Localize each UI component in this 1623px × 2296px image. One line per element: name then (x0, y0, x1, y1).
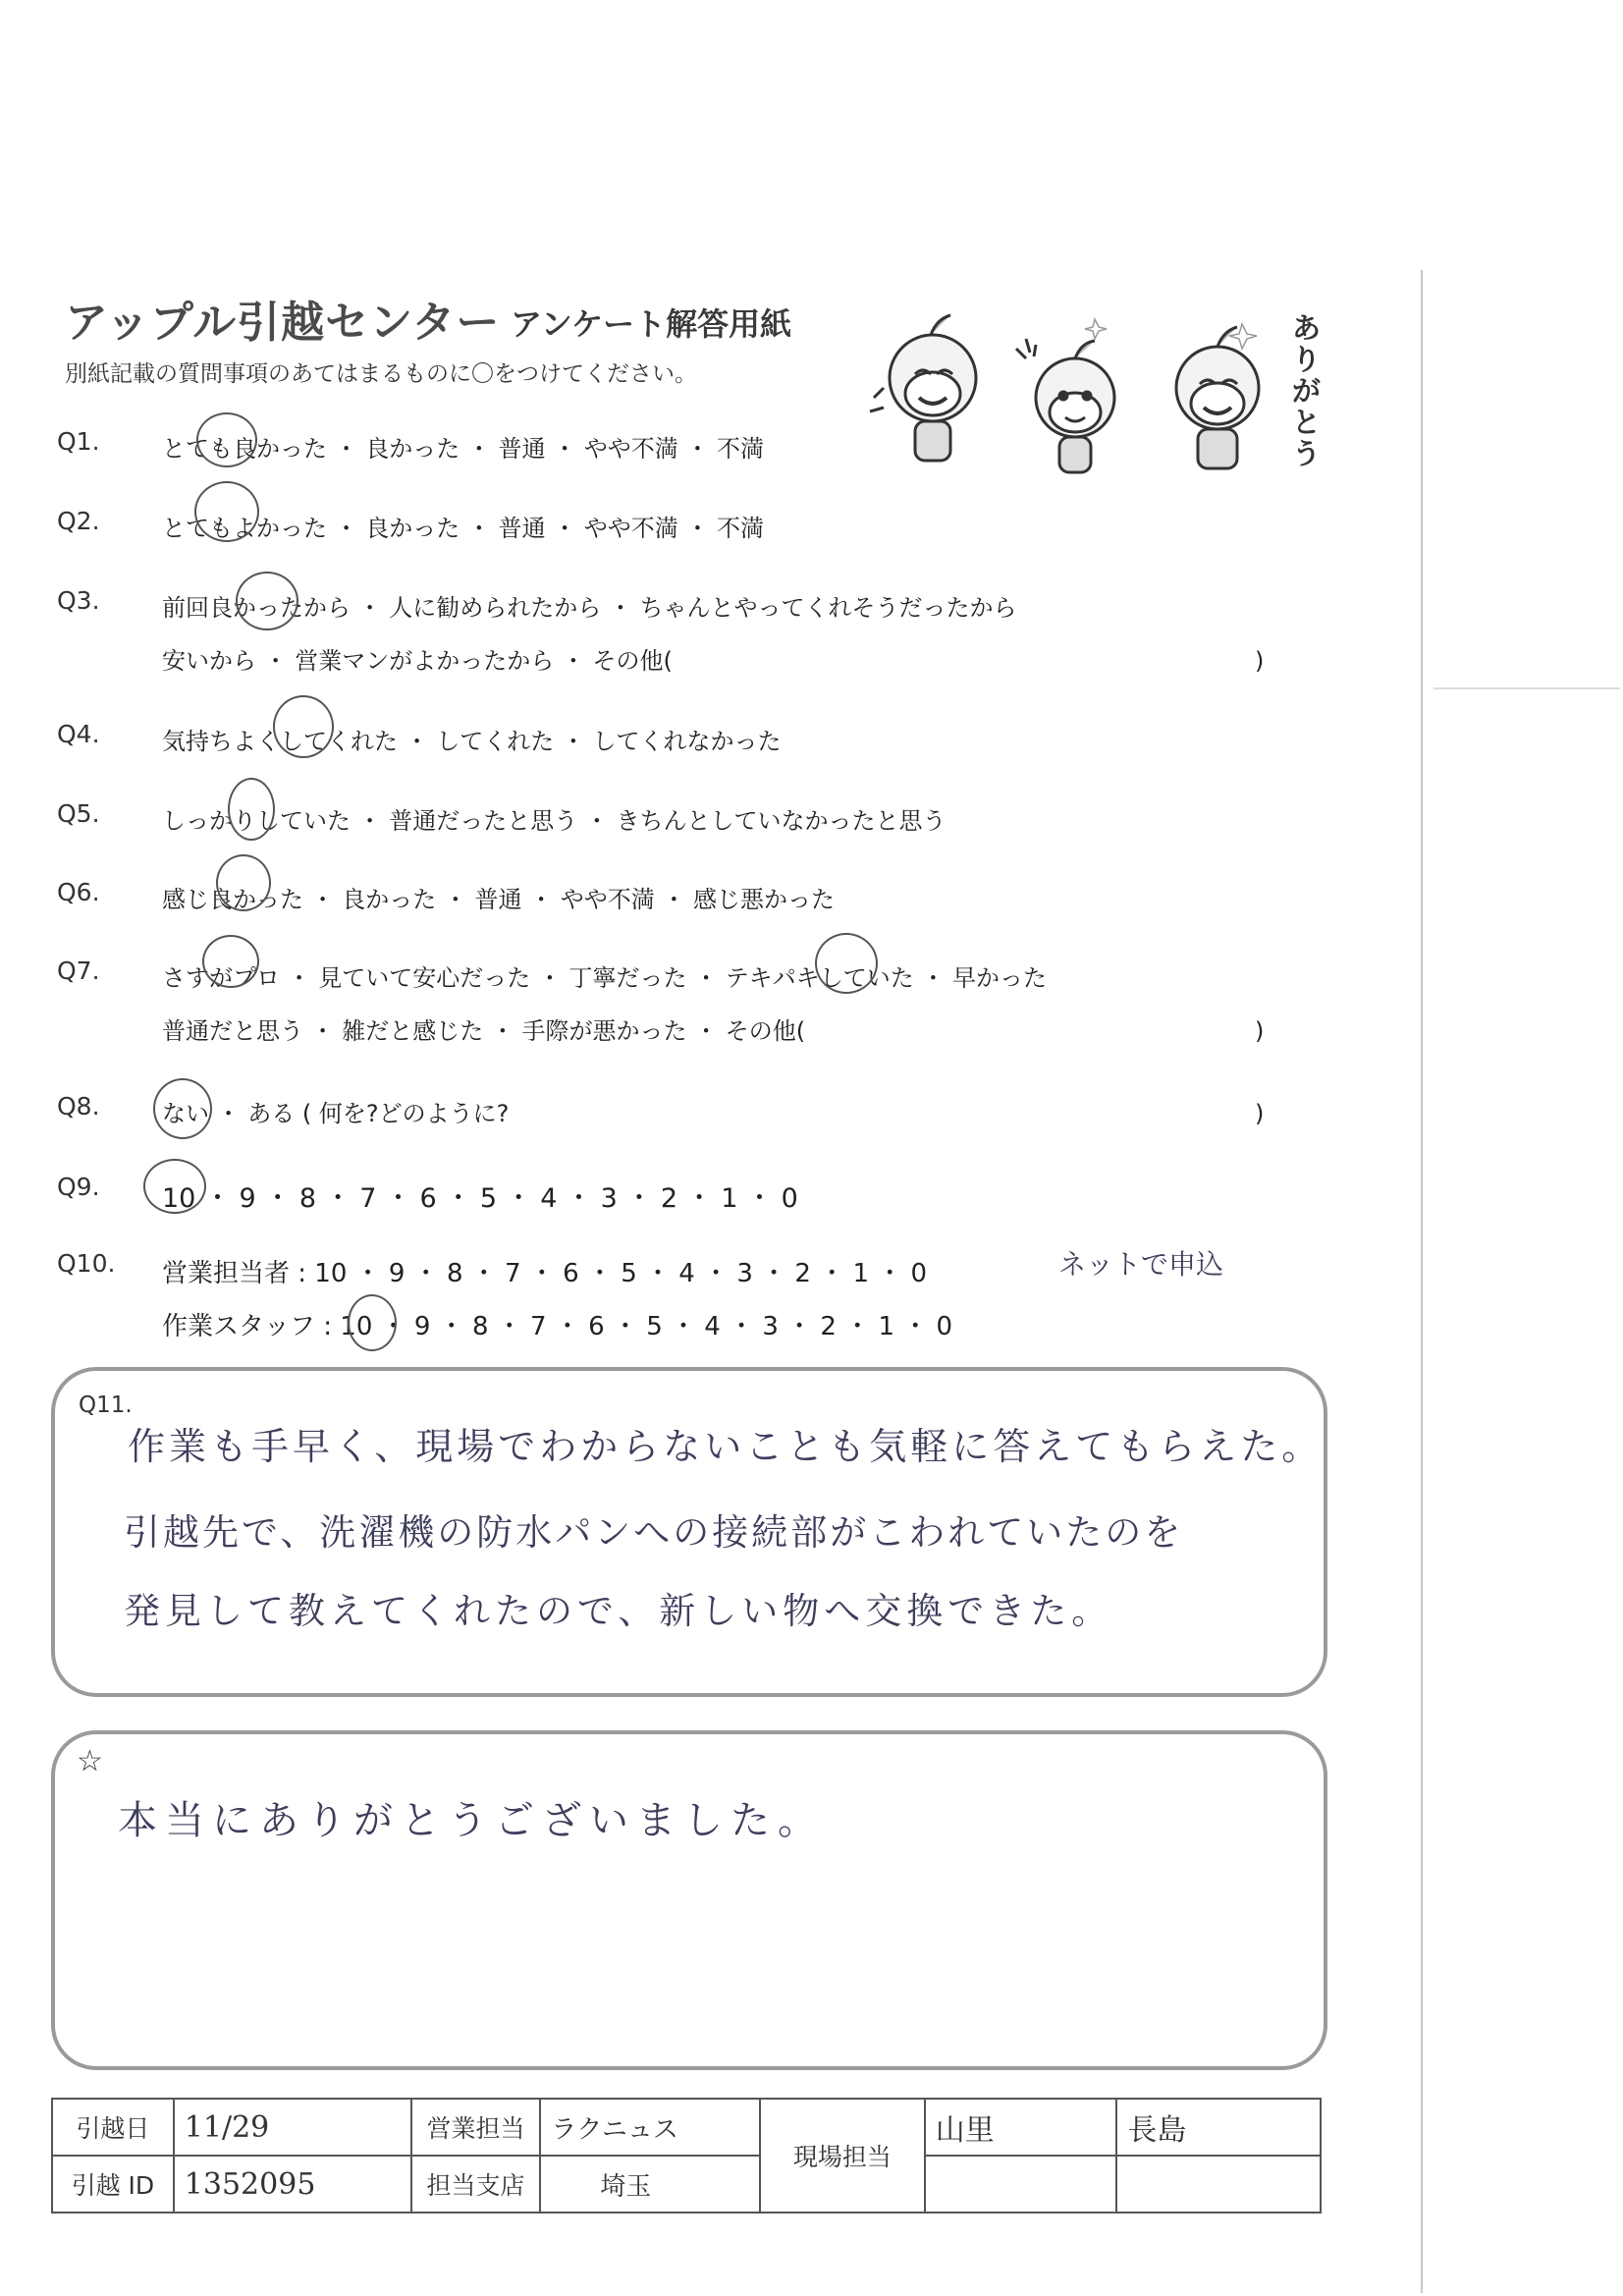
question-q3 (0, 586, 1414, 675)
move-date-value: 11/29 (174, 2099, 411, 2156)
question-options: しっかりしていた ・ 普通だったと思う ・ きちんとしていなかったと思う (162, 807, 947, 835)
move-date-label: 引越日 (52, 2099, 174, 2156)
question-options: 安いから ・ 営業マンがよかったから ・ その他( (162, 647, 673, 675)
question-q4 (0, 720, 1414, 769)
star-icon: ☆ (77, 1744, 103, 1778)
question-label: Q5. (57, 799, 100, 828)
question-label: Q10. (57, 1249, 116, 1278)
q10-handwritten-note: ネットで申込 (1058, 1248, 1224, 1281)
answer-circle-mark (143, 1159, 206, 1214)
move-info-table (51, 2098, 1322, 2214)
move-id-value: 1352095 (174, 2156, 411, 2213)
answer-circle-mark (153, 1078, 212, 1139)
question-label: Q1. (57, 427, 100, 456)
question-label: Q7. (57, 957, 100, 985)
branch-label: 担当支店 (411, 2156, 541, 2213)
q11-label: Q11. (79, 1393, 133, 1418)
message-handwritten-text: 本当にありがとうございました。 (118, 1798, 825, 1843)
question-options: 10 ・ 9 ・ 8 ・ 7 ・ 6 ・ 5 ・ 4 ・ 3 ・ 2 ・ 1 ・ 0 (162, 1183, 798, 1214)
branch-value: 埼玉 (540, 2156, 760, 2213)
question-label: Q4. (57, 720, 100, 748)
form-title: アンケート解答用紙 (511, 305, 792, 343)
q11-handwritten-line: 作業も手早く、現場でわからないことも気軽に答えてもらえた。 (128, 1425, 1324, 1468)
question-label: Q8. (57, 1092, 100, 1121)
question-close-paren: ) (1255, 647, 1265, 675)
site-staff-empty-cell (925, 2156, 1117, 2213)
question-label: Q3. (57, 586, 100, 615)
sheet-edge (1421, 270, 1423, 2293)
mascot-caption: ありがとう (1292, 311, 1322, 470)
question-options: 営業担当者 : 10 ・ 9 ・ 8 ・ 7 ・ 6 ・ 5 ・ 4 ・ 3 ・ 2 ・ 1 ・ 0 (162, 1259, 928, 1288)
site-staff-2: 長島 (1116, 2099, 1321, 2156)
question-close-paren: ) (1255, 1017, 1265, 1045)
question-label: Q6. (57, 878, 100, 906)
question-label: Q9. (57, 1173, 100, 1201)
answer-circle-mark (815, 933, 878, 994)
question-options: 作業スタッフ : 10 ・ 9 ・ 8 ・ 7 ・ 6 ・ 5 ・ 4 ・ 3 ・ 2 ・ 1 ・ 0 (162, 1312, 953, 1341)
question-options: 感じ良かった ・ 良かった ・ 普通 ・ やや不満 ・ 感じ悪かった (162, 886, 836, 913)
sales-staff-value: ラクニュス (540, 2099, 760, 2156)
question-options: 気持ちよくしてくれた ・ してくれた ・ してくれなかった (162, 728, 782, 755)
question-label: Q2. (57, 507, 100, 535)
instructions: 別紙記載の質問事項のあてはまるものに〇をつけてください。 (65, 361, 697, 387)
answer-circle-mark (348, 1294, 397, 1351)
brand-name: アップル引越センター (65, 298, 501, 348)
message-box (51, 1730, 1327, 2070)
site-staff-empty-cell (1116, 2156, 1321, 2213)
site-staff-label: 現場担当 (760, 2099, 925, 2213)
question-options: とても良かった ・ 良かった ・ 普通 ・ やや不満 ・ 不満 (162, 435, 765, 463)
question-options: とてもよかった ・ 良かった ・ 普通 ・ やや不満 ・ 不満 (162, 515, 765, 542)
answer-circle-mark (202, 935, 259, 988)
answer-circle-mark (196, 412, 257, 467)
sheet-edge-mark (1434, 687, 1620, 689)
answer-circle-mark (228, 778, 275, 841)
question-close-paren: ) (1255, 1100, 1265, 1127)
question-q6 (0, 878, 1414, 927)
answer-circle-mark (216, 854, 271, 911)
question-options: さすがプロ ・ 見ていて安心だった ・ 丁寧だった ・ テキパキしていた ・ 早かった (162, 964, 1048, 992)
question-options: 普通だと思う ・ 雑だと感じた ・ 手際が悪かった ・ その他( (162, 1017, 806, 1045)
answer-circle-mark (236, 572, 298, 630)
question-q9 (0, 1173, 1414, 1222)
question-q8 (0, 1092, 1414, 1141)
question-options: ない ・ ある ( 何を?どのように? (162, 1100, 510, 1127)
answer-circle-mark (273, 695, 334, 758)
q11-handwritten-line: 発見して教えてくれたので、新しい物へ交換できた。 (124, 1590, 1113, 1632)
q11-handwritten-line: 引越先で、洗濯機の防水パンへの接続部がこわれていたのを (124, 1511, 1184, 1554)
question-q5 (0, 799, 1414, 848)
answer-circle-mark (194, 481, 259, 542)
site-staff-1: 山里 (925, 2099, 1117, 2156)
sales-staff-label: 営業担当 (411, 2099, 541, 2156)
move-id-label: 引越 ID (52, 2156, 174, 2213)
question-options: 前回良かったから ・ 人に勧められたから ・ ちゃんとやってくれそうだったから (162, 594, 1017, 622)
